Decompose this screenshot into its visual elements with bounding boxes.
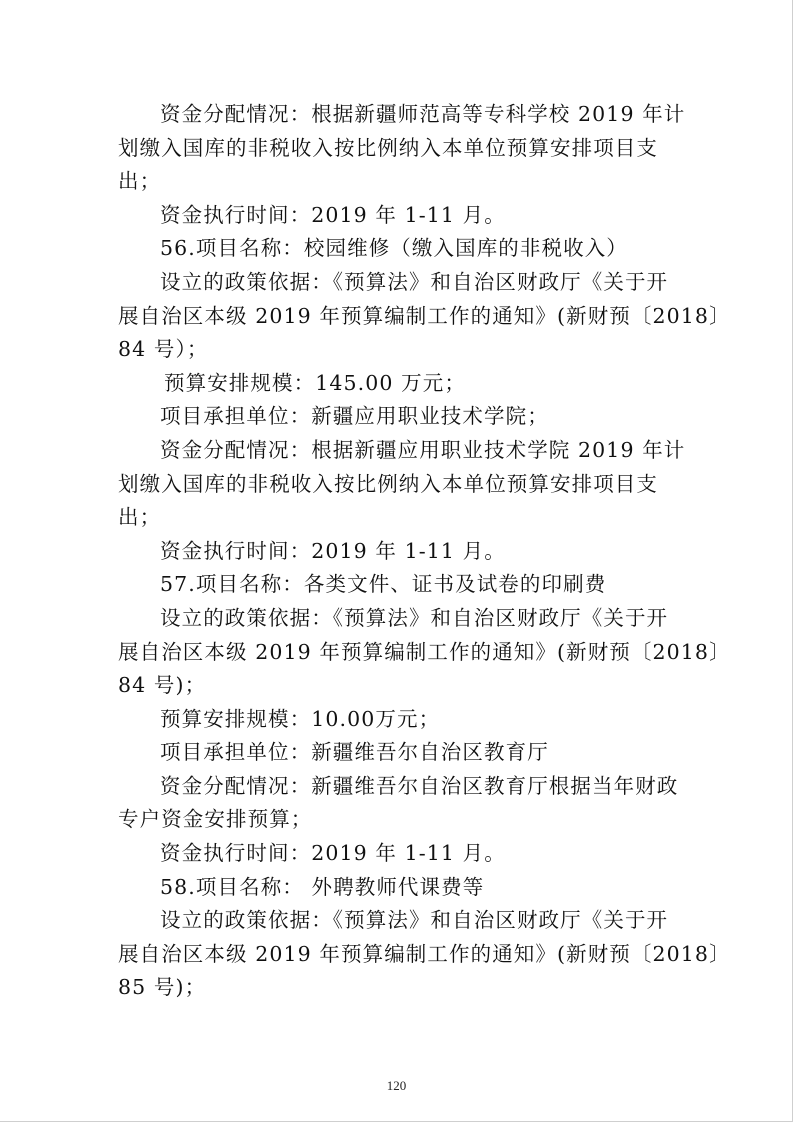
text-line: 项目承担单位：新疆应用职业技术学院； bbox=[160, 404, 549, 429]
text-line: 资金分配情况：根据新疆应用职业技术学院 2019 年计 bbox=[160, 437, 686, 462]
text-line: 预算安排规模：10.00万元； bbox=[160, 706, 441, 731]
text-line: 展自治区本级 2019 年预算编制工作的通知》(新财预〔2018〕 bbox=[118, 639, 731, 664]
page-number: 120 bbox=[386, 1078, 407, 1093]
text-line: 预算安排规模：145.00 万元； bbox=[164, 370, 466, 395]
item-heading-57: 57.项目名称：各类文件、证书及试卷的印刷费 bbox=[160, 572, 607, 597]
text-line: 资金执行时间：2019 年 1-11 月。 bbox=[160, 538, 506, 563]
text-line: 资金分配情况：新疆维吾尔自治区教育厅根据当年财政 bbox=[160, 773, 679, 798]
text-line: 展自治区本级 2019 年预算编制工作的通知》(新财预〔2018〕 bbox=[118, 941, 731, 966]
text-line: 专户资金安排预算； bbox=[118, 807, 313, 832]
text-line: 出； bbox=[118, 169, 162, 194]
text-line: 设立的政策依据：《预算法》和自治区财政厅《关于开 bbox=[160, 908, 669, 933]
text-line: 设立的政策依据：《预算法》和自治区财政厅《关于开 bbox=[160, 605, 669, 630]
text-line: 资金执行时间：2019 年 1-11 月。 bbox=[160, 202, 506, 227]
item-heading-56: 56.项目名称：校园维修（缴入国库的非税收入） bbox=[160, 236, 628, 261]
text-line: 84 号)； bbox=[118, 673, 207, 698]
text-line: 设立的政策依据：《预算法》和自治区财政厅《关于开 bbox=[160, 269, 669, 294]
item-heading-58: 58.项目名称： 外聘教师代课费等 bbox=[160, 874, 485, 899]
text-line: 划缴入国库的非税收入按比例纳入本单位预算安排项目支 bbox=[118, 471, 658, 496]
text-line: 项目承担单位：新疆维吾尔自治区教育厅 bbox=[160, 740, 549, 765]
text-line: 出； bbox=[118, 505, 162, 530]
text-line: 资金分配情况：根据新疆师范高等专科学校 2019 年计 bbox=[160, 102, 686, 126]
text-line: 84 号）； bbox=[118, 337, 209, 362]
text-line: 资金执行时间：2019 年 1-11 月。 bbox=[160, 841, 506, 866]
text-line: 划缴入国库的非税收入按比例纳入本单位预算安排项目支 bbox=[118, 135, 658, 160]
text-line: 展自治区本级 2019 年预算编制工作的通知》(新财预〔2018〕 bbox=[118, 303, 731, 328]
body-text bbox=[118, 98, 731, 1005]
text-line: 85 号)； bbox=[118, 975, 207, 1000]
